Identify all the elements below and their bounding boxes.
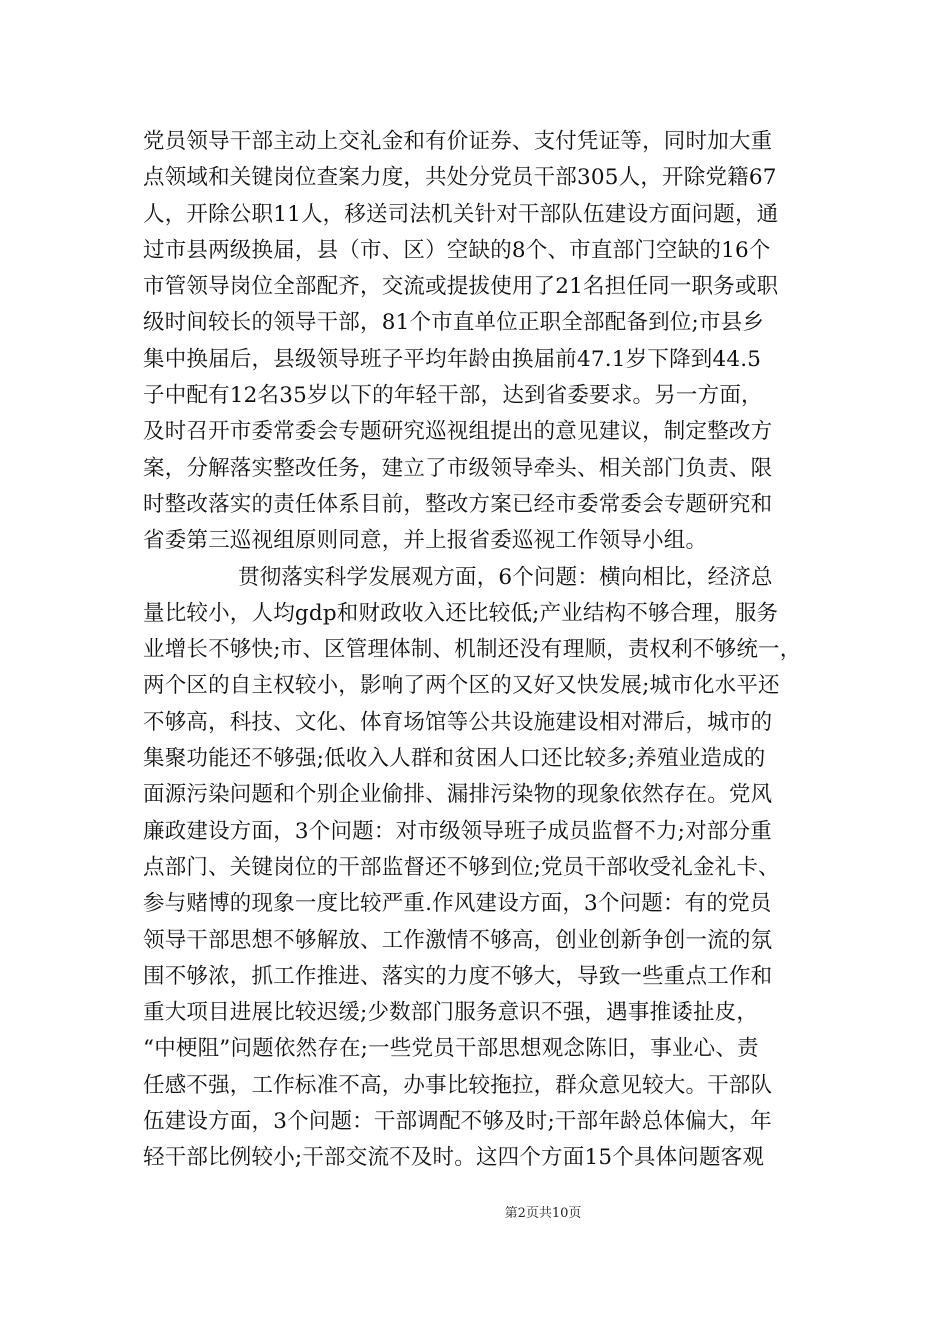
text-line: 市管领导岗位全部配齐，交流或提拔使用了21名担任同一职务或职	[143, 274, 779, 300]
text-line: “中梗阻”问题依然存在;一些党员干部思想观念陈旧，事业心、责	[143, 1036, 759, 1062]
page-number-footer: 第2页共10页	[504, 1206, 582, 1221]
text-line: 案，分解落实整改任务，建立了市级领导牵头、相关部门负责、限	[143, 455, 773, 481]
text-line: 集聚功能还不够强;低收入人群和贫困人口还比较多;养殖业造成的	[143, 746, 766, 772]
text-line: 点部门、关键岗位的干部监督还不够到位;党员干部收受礼金礼卡、	[143, 854, 780, 880]
text-line: 任感不强，工作标准不高，办事比较拖拉，群众意见较大。干部队	[143, 1072, 773, 1098]
text-line: 轻干部比例较小;干部交流不及时。这四个方面15个具体问题客观	[143, 1145, 765, 1171]
text-line: 子中配有12名35岁以下的年轻干部，达到省委要求。另一方面，	[143, 383, 763, 409]
text-line: 时整改落实的责任体系目前，整改方案已经市委常委会专题研究和	[143, 491, 773, 517]
text-line: 业增长不够快;市、区管理体制、机制还没有理顺，责权利不够统一，	[143, 637, 802, 663]
body-text	[143, 124, 813, 1177]
text-line: 人，开除公职11人，移送司法机关针对干部队伍建设方面问题，通	[143, 201, 779, 227]
text-line: 点领域和关键岗位查案力度，共处分党员干部305人，开除党籍67	[143, 165, 777, 191]
text-line: 两个区的自主权较小，影响了两个区的又好又快发展;城市化水平还	[143, 673, 780, 699]
text-line: 过市县两级换届，县（市、区）空缺的8个、市直部门空缺的16个	[143, 237, 771, 263]
text-line: 面源污染问题和个别企业偷排、漏排污染物的现象依然存在。党风	[143, 782, 773, 808]
text-line: 伍建设方面，3个问题：干部调配不够及时;干部年龄总体偏大，年	[143, 1109, 772, 1135]
text-line: 级时间较长的领导干部，81个市直单位正职全部配备到位;市县乡	[143, 310, 765, 336]
paragraph-start-line: 贯彻落实科学发展观方面，6个问题：横向相比，经济总	[238, 564, 773, 590]
text-line: 围不够浓，抓工作推进、落实的力度不够大，导致一些重点工作和	[143, 963, 773, 989]
text-line: 省委第三巡视组原则同意，并上报省委巡视工作领导小组。	[143, 528, 708, 554]
text-line: 量比较小，人均gdp和财政收入还比较低;产业结构不够合理，服务	[143, 600, 779, 626]
text-line: 不够高，科技、文化、体育场馆等公共设施建设相对滞后，城市的	[143, 709, 773, 735]
text-line: 集中换届后，县级领导班子平均年龄由换届前47.1岁下降到44.5	[143, 346, 762, 372]
text-line: 重大项目进展比较迟缓;少数部门服务意识不强，遇事推诿扯皮，	[143, 1000, 759, 1026]
text-line: 廉政建设方面，3个问题：对市级领导班子成员监督不力;对部分重	[143, 818, 772, 844]
text-line: 参与赌博的现象一度比较严重.作风建设方面，3个问题：有的党员	[143, 891, 772, 917]
text-line: 领导干部思想不够解放、工作激情不够高，创业创新争创一流的氛	[143, 927, 773, 953]
text-line: 及时召开市委常委会专题研究巡视组提出的意见建议，制定整改方	[143, 419, 773, 445]
text-line: 党员领导干部主动上交礼金和有价证券、支付凭证等，同时加大重	[143, 129, 773, 154]
